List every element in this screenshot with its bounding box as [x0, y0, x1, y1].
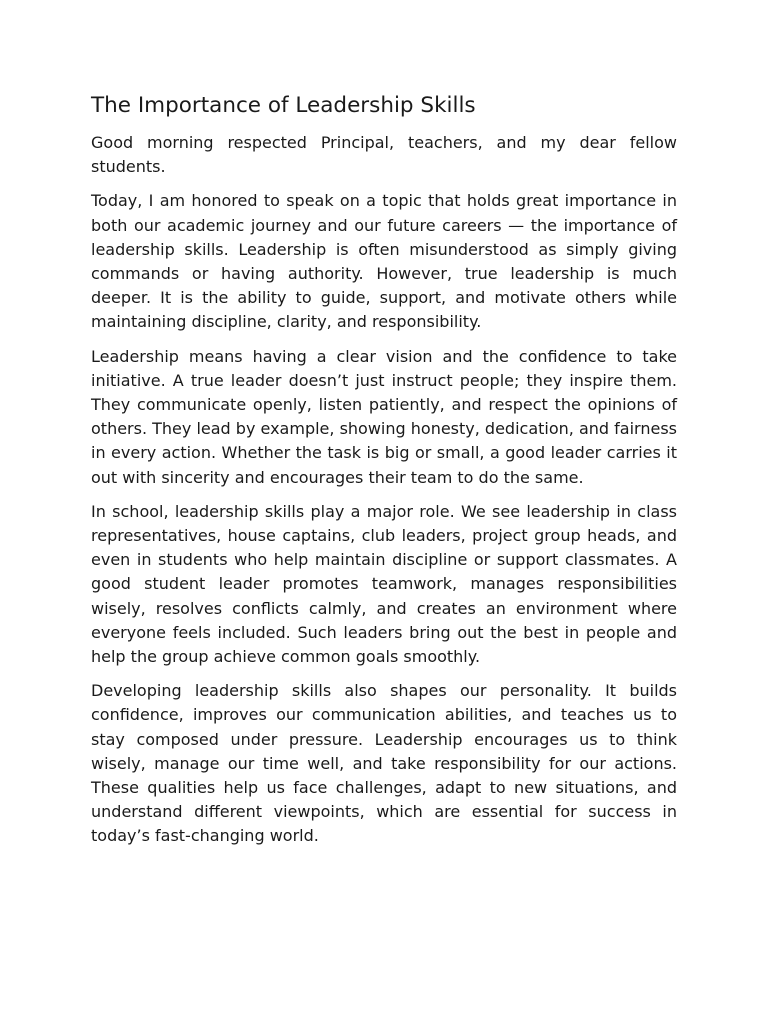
- paragraph-introduction: Today, I am honored to speak on a topic that holds great importance in both our academic journey and our future careers — the importance of leadership skills. Leadership is often misunderstood as simply giving commands or having authority. However, true leadership is much deeper. It is the ability to guide, support, and motivate others while maintaining discipline, clarity, and responsibility.: [91, 191, 677, 332]
- paragraph-leadership-in-school: In school, leadership skills play a major role. We see leadership in class representatives, house captains, club leaders, project group heads, and even in students who help maintain discipline or support classmates. A good student leader promotes teamwork, manages responsibilities wisely, resolves conflicts calmly, and creates an environment where everyone feels included. Such leaders bring out the best in people and help the group achieve common goals smoothly.: [91, 501, 677, 667]
- document-title: The Importance of Leadership Skills: [91, 93, 476, 118]
- paragraph-personality-development: Developing leadership skills also shapes our personality. It builds confidence, improves our communication abilities, and teaches us to stay composed under pressure. Leadership encourages us to think wisely, manage our time well, and take responsibility for our actions. These qualities help us face challenges, adapt to new situations, and understand different viewpoints, which are essential for success in today’s fast-changing world.: [91, 681, 677, 846]
- paragraph-leadership-meaning: Leadership means having a clear vision and the confidence to take initiative. A true leader doesn’t just instruct people; they inspire them. They communicate openly, listen patiently, and respect the opinions of others. They lead by example, showing honesty, dedication, and fairness in every action. Whether the task is big or small, a good leader carries it out with sincerity and encourages their team to do the same.: [91, 346, 677, 487]
- paragraph-greeting: Good morning respected Principal, teachers, and my dear fellow students.: [91, 133, 677, 177]
- document-page: [91, 92, 677, 859]
